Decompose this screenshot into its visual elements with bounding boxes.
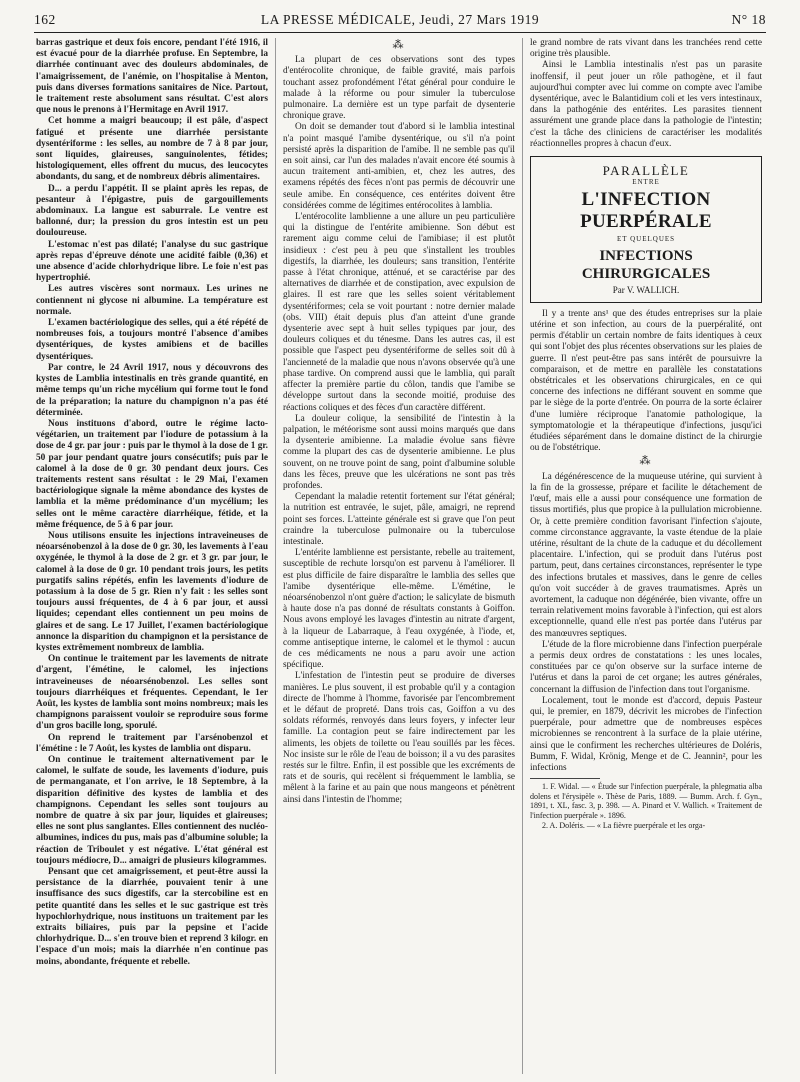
paragraph: L'estomac n'est pas dilaté; l'analyse du suc gastrique après repas d'épreuve dénote une acidité faible (0,36) et une absence d'acide chlorhydrique libre. Le foie n'est pas hypertrophié. xyxy=(36,239,268,284)
paragraph: Localement, tout le monde est d'accord, depuis Pasteur qui, le premier, en 1879, décrivit les microbes de l'infection puerpérale, pour admettre que de nombreuses espèces microbiennes se rencontrent à la surface de la plaie utérine, ainsi que le confirment les recherches ultérieures de Doléris, Bumm, F. Widal, Krönig, Menge et de C. Jeannin², pour les infections xyxy=(530,695,762,773)
page-number: 162 xyxy=(34,12,56,27)
paragraph: Par contre, le 24 Avril 1917, nous y découvrons des kystes de Lamblia intestinalis en très grande quantité, en même temps qu'un riche mycélium qui forme tout le fond de la préparation; la nature du champignon n'a pas été déterminée. xyxy=(36,362,268,418)
issue-number: N° 18 xyxy=(731,12,766,27)
article-byline: Par V. WALLICH. xyxy=(612,284,680,295)
paragraph: Nous utilisons ensuite les injections intraveineuses de néoarsénobenzol à la dose de 0 gr. 30, les lavements à l'eau oxygénée, le thymol à la dose de 2 gr. et 3 gr. par jour, le calomel à la dose de 0 gr. 10 pendant trois jours, les petits purgatifs salins répétés, enfin les lavements d'iodure de potassium à la dose de 5 gr. Rien n'y fait : les selles sont toujours aussi fréquentes, de 4 à 6 par jour, et aussi liquides; cependant elles contiennent un peu moins de glaires et de sang. Le 17 Juillet, l'examen bactériologique annonce la disparition du champignon et la persistance de kystes extrêmement nombreux de lamblia. xyxy=(36,530,268,653)
section-asterism: ⁂ xyxy=(392,39,406,51)
paragraph: On continue le traitement alternativement par le calomel, le sulfate de soude, les lavements d'iodure, puis de permanganate, et l'on arrive, le 18 Septembre, à la disparition définitive des kystes de lamblia et des champignons. Cependant les selles sont toujours au nombre de quatre à six par jour, liquides et glaireuses; elles ne sont plus sanglantes. Elles contiennent des nucléo-albumines, indices du pus, mais pas d'albumine soluble; la réaction de Triboulet y est négative. L'état général est toujours médiocre, D... amaigri de plusieurs kilogrammes. xyxy=(36,755,268,866)
title-line: ENTRE xyxy=(632,178,660,187)
paragraph: On continue le traitement par les lavements de nitrate d'argent, l'émétine, le calomel, les injections intraveineuses de néoarsénobenzol. Les selles sont toujours diarrhéiques et fréquentes. Cependant, le 1er Août, les kystes de lamblia sont moins nombreux; mais les champignons paraissent vouloir se reproduire sous forme d'un gros bacille long, sporulé. xyxy=(36,654,268,732)
paragraph: Pensant que cet amaigrissement, et peut-être aussi la persistance de la diarrhée, pouvaient tenir à une insuffisance des sucs digestifs, car la stercobiline est en petite quantité dans les selles et le suc gastrique est très hypochlorhydrique, nous instituons un traitement par les extraits biliaires, puis par la pepsine et l'acide chlorhydrique. D... s'en trouve bien et reprend 3 kilogr. en l'espace d'un mois; mais la diarrhée n'en continue pas moins, abondante, fréquente et rebelle. xyxy=(36,867,268,967)
paragraph: Cet homme a maigri beaucoup; il est pâle, d'aspect fatigué et présente une diarrhée persistante dysentériforme : les selles, au nombre de 7 à 8 par jour, sont liquides, glaireuses, sanguinolentes, fétides; histologiquement, elles offrent du mucus, des leucocytes abondants, du sang, et de nombreux débris alimentaires. xyxy=(36,116,268,183)
paragraph: On doit se demander tout d'abord si le lamblia intestinal n'a point masqué l'amibe dysentérique, ou s'il n'a point persisté après la disparition de l'amibe. Il ne semble pas qu'il en soit ainsi, car l'un des malades n'avait encore été soumis à aucun traitement anti-amibien, et, chez les autres, des examens répétés des fèces n'ont pas permis de découvrir une seule amibe. En conséquence, ces entérites doivent être considérées comme de légitimes entérocolites à lamblia. xyxy=(283,122,515,211)
title-line: ET QUELQUES xyxy=(616,235,676,244)
paragraph: le grand nombre de rats vivant dans les tranchées rend cette origine très plausible. xyxy=(530,38,762,60)
paragraph: L'entérocolite lamblienne a une allure un peu particulière qui la distingue de l'entérite amibienne. Son début est rarement aigu comme celui de l'amibiase; il est plutôt insidieux : c'est peu à peu que s'installent les troubles digestifs, la diarrhée, les douleurs; sans transition, l'entérite passe à l'état chronique, atténué, et se caractérise par des alternatives de diarrhée et de constipation, avec expulsion de glaires. Il est rare que les selles soient véritablement dysentériformes; cela se voit pourtant : notre dernier malade (obs. VIII) était depuis plus d'an atteint d'une grande dysenterie avec sept à huit selles typiques par jour, des douleurs coliques et du ténesme. Dans les autres cas, il est possible que l'aspect peu dysentériforme de selles soit dû à l'ancienneté de la maladie que nous n'avons observée qu'à une phase tardive. On comprend aussi que le lamblia, qui paraît affecter la première partie du côlon, tandis que l'amibe se développe surtout dans la seconde moitié, produise des réactions coliques et des fèces d'un caractère différent. xyxy=(283,212,515,413)
paragraph: Il y a trente ans¹ que des études entreprises sur la plaie utérine et son infection, au cours de la puerpéralité, ont permis d'établir un certain nombre de faits identiques à ceux qui sont l'objet des plus récentes observations sur les plaies de guerre. Il n'est peut-être pas sans intérêt de poursuivre la comparaison, et de mettre en parallèle les constatations obstétricales et les observations chirurgicales, en ce qui concerne des infections ne différant souvent en somme que par le siège de la porte d'entrée. On pourra de la sorte éclairer d'une lumière réciproque l'anatomie pathologique, la symptomatologie et la thérapeutique d'infections, jusqu'ici étudiées séparément dans le domaine distinct de la chirurgie ou de l'obstétrique. xyxy=(530,308,762,454)
article-subtitle: INFECTIONS CHIRURGICALES xyxy=(581,247,711,282)
header-rule xyxy=(34,32,766,33)
column-2 xyxy=(283,38,515,1074)
title-line: PARALLÈLE xyxy=(602,163,690,179)
footnote: 1. F. Widal. — « Étude sur l'infection puerpérale, la phlegmatia alba dolens et l'érysipèle ». Thèse de Paris, 1889. — Bumm. Arch. f. Gyn., 1891, t. XL, fasc. 3, p. 398. — A. Pinard et V. Wallich. « Traitement de l'infection puerpérale ». 1896. xyxy=(530,782,762,820)
paragraph: Ainsi le Lamblia intestinalis n'est pas un parasite inoffensif, il peut jouer un rôle pathogène, et il faut aujourd'hui compter avec lui comme on compte avec l'amibe dysentérique, avec le Balantidium coli et les vers intestinaux, dans la pathogénie des entérites. Les parasites tiennent assurément une grande place dans la pathologie de l'intestin; c'est la tâche des cliniciens de caractériser les modalités réactionnelles propres à chacun d'eux. xyxy=(530,60,762,149)
column-3 xyxy=(530,38,762,1074)
paragraph: La plupart de ces observations sont des types d'entérocolite chronique, de faible gravité, mais parfois touchant assez profondément l'état général pour conduire le malade à la réforme ou pour simuler la tuberculose pulmonaire. La dernière est un type parfait de dysenterie chronique grave. xyxy=(283,55,515,122)
column-divider xyxy=(522,38,523,1074)
paragraph: barras gastrique et deux fois encore, pendant l'été 1916, il est évacué pour de la diarrhée profuse. En Septembre, la diarrhée continuant avec des douleurs abdominales, de l'amaigrissement, de l'anémie, on l'hospitalise à Menton, puis dans diverses formations sanitaires de Nice. Partout, le traitement reste absolument sans résultat. C'est alors que nous le prenons à l'Hermitage en Avril 1917. xyxy=(36,38,268,116)
article-title: L'INFECTION PUERPÉRALE xyxy=(580,189,712,233)
footnote: 2. A. Doléris. — « La fièvre puerpérale et les orga- xyxy=(542,820,706,830)
paragraph: D... a perdu l'appétit. Il se plaint après les repas, de pesanteur à l'épigastre, puis de gargouillements abdominaux. La langue est saburrale. Le ventre est ballonné, dur; la pression du gros intestin est un peu douloureuse. xyxy=(36,183,268,239)
paragraph: L'examen bactériologique des selles, qui a été répété de nombreuses fois, a toujours montré l'absence d'amibes dysentériques, de kystes amibiens et de bacilles dysentériques. xyxy=(36,318,268,362)
paragraph: La douleur colique, la sensibilité de l'intestin à la palpation, le météorisme sont aussi moins marqués que dans la dysenterie amibienne. La maladie évolue sans fièvre comme la plupart des cas de dysenterie amibienne. Le plus souvent, on ne trouve point de sang, point d'albumine soluble dans les fèces, preuve que les ulcérations ne sont pas très profondes. xyxy=(283,413,515,491)
paragraph: La dégénérescence de la muqueuse utérine, qui survient à la fin de la grossesse, prépare et facilite le détachement de l'œuf, mais elle a aussi pour conséquence une formation de tissus mortifiés, plus que propice à la pullulation microbienne. Or, à cette première condition favorisant l'infection s'ajoute, comme circonstance aggravante, la vaste étendue de la plaie utérine, résultant de la chute de la caduque et du décollement placentaire. L'infection, qui se produit dans l'utérus post partum, peut, dans certaines circonstances, représenter le type des infections brutales et massives, dans le genre de celles qu'on voit succéder à de graves traumatismes. Après un avortement, la caduque non dégénérée, bien vivante, offre un terrain relativement moins favorable à l'infection, qui est alors exceptionnelle, quand elle n'est pas portée dans l'utérus par des manœuvres septiques. xyxy=(530,471,762,639)
section-asterism: ⁂ xyxy=(639,455,653,468)
paragraph: Cependant la maladie retentit fortement sur l'état général; la nutrition est entravée, le sujet, pâle, amaigri, ne reprend point ses forces. L'atteinte générale est si grave que l'on peut craindre la tuberculose pulmonaire ou la tuberculose intestinale. xyxy=(283,492,515,547)
paragraph: L'infestation de l'intestin peut se produire de diverses manières. Le plus souvent, il est probable qu'il y a contagion directe de l'homme à l'homme, favorisée par l'encombrement et le défaut de propreté. Dans trois cas, Goiffon a vu des soldats réformés, renvoyés dans leurs foyers, y infecter leur famille. La contagion peut se faire indirectement par les aliments, les objets de toilette ou l'eau souillés par les fèces. Noc insiste sur le rôle de l'eau de boisson; il a vu des parasites restés sur le filtre. Enfin, il est possible que les excréments de rats et de souris, qui recèlent si fréquemment le lamblia, se mêlent à la farine et au pain que nous mangeons et pénètrent ainsi dans l'intestin de l'homme; xyxy=(283,671,515,805)
paragraph: Les autres viscères sont normaux. Les urines ne contiennent ni glycose ni albumine. La température est normale. xyxy=(36,284,268,317)
paragraph: Nous instituons d'abord, outre le régime lacto-végétarien, un traitement par l'iodure de potassium à la dose de 4 gr. par jour : puis par le thymol à la dose de 1 gr. 50 par jour pendant quatre jours consécutifs; puis par le calomel à la dose de 0 gr. 30 pendant deux jours. Ces traitements restent sans résultat : le 29 Mai, l'examen bactériologique signale la même abondance des kystes de lamblia et la même prédominance d'un mycélium; les selles ont le même caractère diarrhéique, fétide, et la même fréquence, de 5 à 6 par jour. xyxy=(36,418,268,530)
page-header xyxy=(34,12,766,30)
column-divider xyxy=(275,38,276,1074)
footnote-rule xyxy=(530,778,600,779)
paragraph: On reprend le traitement par l'arsénobenzol et l'émétine : le 7 Août, les kystes de lamblia ont disparu. xyxy=(36,732,268,754)
article-title-box xyxy=(530,156,762,303)
paragraph: L'étude de la flore microbienne dans l'infection puerpérale a permis deux ordres de constatations : les unes locales, constituées par ce qu'on observe sur la surface interne de l'utérus et dans la paroi de cet organe; les autres générales, concernant la diffusion de l'infection dans tout l'organisme. xyxy=(530,639,762,695)
column-1 xyxy=(36,38,268,1074)
journal-title: LA PRESSE MÉDICALE, Jeudi, 27 Mars 1919 xyxy=(260,12,540,27)
paragraph: L'entérite lamblienne est persistante, rebelle au traitement, susceptible de rechute lorsqu'on est parvenu à l'améliorer. Il est plus difficile de faire disparaître le lamblia des selles que l'amibe dysentérique elle-même. L'émétine, le néoarsénobenzol n'ont guère d'action; le salicylate de bismuth à haute dose n'a pas donné de résultats constants à Goiffon. Nous avons employé les lavages d'intestin au nitrate d'argent, à la liqueur de Labarraque, à l'eau oxygénée, à l'iode, et, comme antiseptique interne, le calomel et le thymol : aucun de ces médicaments ne nous a paru avoir une action spécifique. xyxy=(283,548,515,671)
